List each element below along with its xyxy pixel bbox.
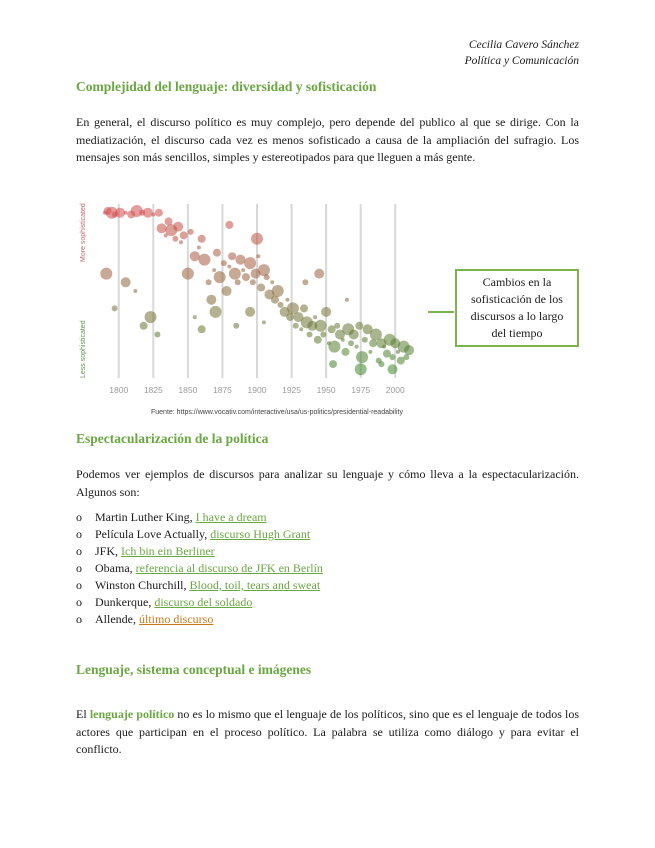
data-point <box>368 350 372 354</box>
data-point <box>154 332 160 338</box>
chart-source: Fuente: https://www.vocativ.com/interactive/usa/us-politics/presidential-readability <box>151 409 403 416</box>
data-point <box>245 307 255 317</box>
data-point <box>258 264 270 276</box>
data-point <box>257 284 265 292</box>
data-point <box>356 351 368 363</box>
callout-text: Cambios en la sofisticación de los discursos a lo largo del tiempo <box>470 275 564 340</box>
data-point <box>228 252 236 260</box>
data-point <box>262 320 266 324</box>
data-point <box>173 222 183 232</box>
data-point <box>193 315 197 319</box>
list-item <box>76 560 323 577</box>
data-point <box>329 360 337 368</box>
data-point <box>242 273 250 281</box>
speech-list <box>76 509 323 628</box>
link-berliner[interactable]: Ich bin ein Berliner <box>121 544 215 558</box>
link-allende[interactable]: último discurso <box>139 612 214 626</box>
data-point <box>145 311 157 323</box>
data-point <box>140 322 148 330</box>
data-point <box>389 354 395 360</box>
data-point <box>241 268 245 272</box>
data-point <box>115 208 125 218</box>
data-point <box>155 209 163 217</box>
data-point <box>180 231 188 239</box>
data-point <box>198 325 206 333</box>
highlight-lenguaje-politico: lenguaje político <box>89 707 175 721</box>
data-point <box>313 315 317 319</box>
link-i-have-a-dream[interactable]: I have a dream <box>195 510 267 524</box>
data-point <box>355 363 367 375</box>
data-point <box>197 246 201 250</box>
data-point <box>328 341 340 353</box>
x-tick-label: 1850 <box>178 385 198 395</box>
x-tick-label: 1825 <box>143 385 163 395</box>
list-item <box>76 526 323 543</box>
data-point <box>348 340 354 346</box>
data-point <box>221 260 227 266</box>
data-point <box>143 208 153 218</box>
item-label: JFK, <box>95 544 122 558</box>
section-title-espectacularizacion: Espectacularización de la política <box>76 431 269 446</box>
data-point <box>285 298 289 302</box>
data-point <box>314 336 322 344</box>
data-point <box>212 268 216 272</box>
list-item <box>76 577 323 594</box>
list-item <box>76 594 323 611</box>
data-point <box>233 323 239 329</box>
data-point <box>235 255 245 265</box>
data-point <box>264 274 270 280</box>
data-point <box>278 302 284 308</box>
link-churchill[interactable]: Blood, toil, tears and sweat <box>189 578 321 592</box>
x-tick-label: 1900 <box>247 385 267 395</box>
x-tick-label: 2000 <box>385 385 405 395</box>
data-point <box>121 277 131 287</box>
ylabel-bottom: Less sophisticated <box>80 320 87 378</box>
data-point <box>300 304 308 312</box>
data-point <box>244 257 256 269</box>
section1-paragraph: En general, el discurso político es muy complejo, pero depende del publico al que se dirige. Con la mediatización, el discurso cada vez es menos sofisticado a causa de la ampliación del sufragio. Los mensajes son más sencillos, simples y estereotipados para que lleguen a más gente. <box>76 115 579 164</box>
bullet: o <box>76 510 82 524</box>
bullet: o <box>76 595 82 609</box>
data-point <box>299 327 303 331</box>
section2-paragraph: Podemos ver ejemplos de discursos para analizar su lenguaje y cómo lleva a la espectacularización. Algunos son: <box>76 467 579 499</box>
data-point <box>182 268 194 280</box>
bullet: o <box>76 612 82 626</box>
link-hugh-grant[interactable]: discurso Hugh Grant <box>210 527 311 541</box>
data-point <box>151 212 155 216</box>
data-point <box>334 323 340 329</box>
data-point <box>188 229 194 235</box>
callout-connector <box>428 311 454 313</box>
section1-body <box>76 114 579 167</box>
data-point <box>256 254 260 258</box>
link-obama-berlin[interactable]: referencia al discurso de JFK en Berlín <box>135 561 323 575</box>
data-point <box>404 345 414 355</box>
link-dunkerque[interactable]: discurso del soldado <box>154 595 253 609</box>
section2-body <box>76 466 579 501</box>
document-header <box>465 37 579 69</box>
data-point <box>378 361 384 367</box>
section-title-lenguaje: Lenguaje, sistema conceptual e imágenes <box>76 662 312 677</box>
x-tick-label: 1975 <box>351 385 371 395</box>
bullet: o <box>76 544 82 558</box>
data-point <box>355 345 359 349</box>
bullet: o <box>76 578 82 592</box>
para-start: El <box>76 707 90 721</box>
data-point <box>382 345 386 349</box>
data-point <box>387 364 397 374</box>
data-point <box>349 330 359 340</box>
list-item <box>76 509 323 526</box>
x-tick-label: 1925 <box>282 385 302 395</box>
readability-chart <box>76 198 436 420</box>
data-point <box>235 279 241 285</box>
data-point <box>198 235 206 243</box>
data-point <box>133 289 137 293</box>
data-point <box>321 307 331 317</box>
x-tick-label: 1875 <box>212 385 232 395</box>
data-point <box>190 251 200 261</box>
data-point <box>172 236 178 242</box>
list-item <box>76 543 323 560</box>
data-point <box>227 265 231 269</box>
data-point <box>270 280 274 284</box>
bullet: o <box>76 527 82 541</box>
section-title-complejidad: Complejidad del lenguaje: diversidad y sofisticación <box>76 79 377 94</box>
data-point <box>307 332 313 338</box>
data-point <box>355 322 363 330</box>
data-point <box>179 240 183 244</box>
item-label: Película Love Actually, <box>95 527 211 541</box>
data-point <box>362 337 368 343</box>
data-point <box>314 269 324 279</box>
data-point <box>251 233 263 245</box>
data-point <box>112 305 118 311</box>
section3-body <box>76 706 579 759</box>
item-label: Allende, <box>95 612 139 626</box>
chart-svg <box>76 198 436 420</box>
callout-box <box>455 269 579 347</box>
data-point <box>302 279 308 285</box>
x-tick-label: 1950 <box>316 385 336 395</box>
data-point <box>229 268 241 280</box>
item-label: Dunkerque, <box>95 595 155 609</box>
data-point <box>213 249 221 257</box>
ylabel-top: More sophisticated <box>80 203 87 262</box>
data-point <box>198 254 210 266</box>
author-name: Cecilia Cavero Sánchez <box>468 39 579 51</box>
item-label: Winston Churchill, <box>95 578 190 592</box>
data-point <box>225 221 233 229</box>
x-tick-label: 1800 <box>109 385 129 395</box>
bullet: o <box>76 561 82 575</box>
data-point <box>345 298 349 302</box>
data-point <box>222 286 232 296</box>
item-label: Martin Luther King, <box>95 510 196 524</box>
section3-paragraph <box>76 706 579 759</box>
data-point <box>100 268 112 280</box>
data-point <box>210 306 222 318</box>
data-point <box>206 279 212 285</box>
data-point <box>320 332 326 338</box>
data-point <box>206 295 216 305</box>
data-point <box>315 320 327 332</box>
data-point <box>272 285 284 297</box>
data-point <box>250 279 256 285</box>
data-point <box>124 211 128 215</box>
para-rest: no es lo mismo que el lenguaje de los políticos, sino que es el lenguaje de todos los actores que participan en el proceso político. La palabra se utiliza como diálogo y para evitar el conflicto. <box>76 707 580 756</box>
data-point <box>157 223 167 233</box>
item-label: Obama, <box>95 561 136 575</box>
data-point <box>293 323 299 329</box>
data-point <box>341 338 345 342</box>
data-point <box>214 271 226 283</box>
list-item <box>76 611 323 628</box>
subject-name: Política y Comunicación <box>464 55 579 67</box>
data-point <box>341 348 349 356</box>
